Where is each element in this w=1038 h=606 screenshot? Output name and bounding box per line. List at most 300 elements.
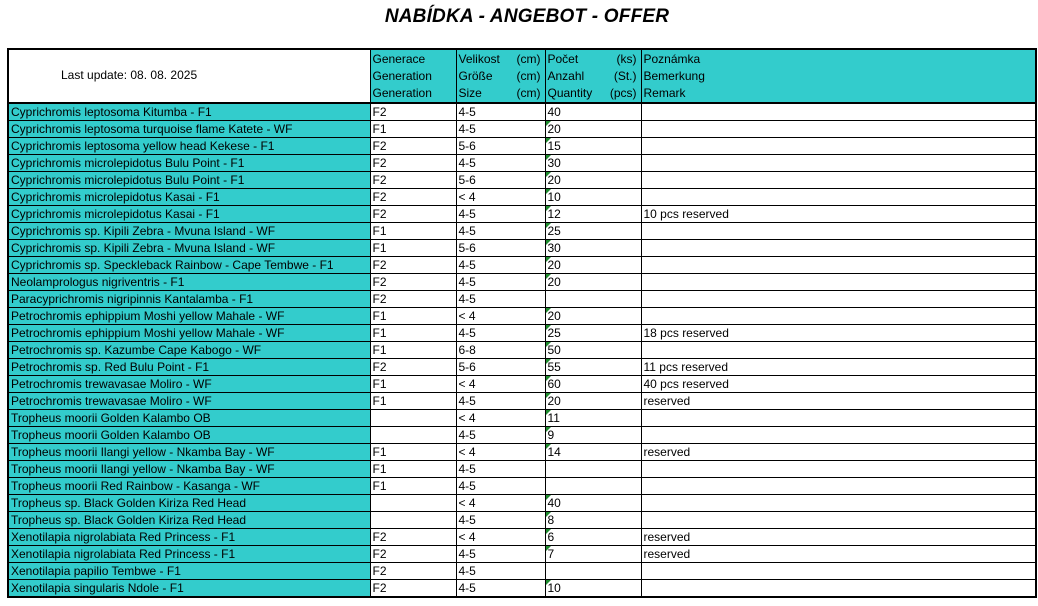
quantity-cell [545,512,641,529]
size-cell-text: 4-5 [458,393,476,408]
comment-flag-icon [546,546,551,551]
size-cell [456,512,545,529]
size-cell [456,495,545,512]
quantity-cell-text: 7 [547,546,555,561]
comment-flag-icon [546,512,551,517]
quantity-cell [545,478,641,495]
species-cell-text: Tropheus sp. Black Golden Kiriza Red Head [11,495,247,510]
generation-cell-text: F1 [372,223,387,238]
generation-cell-text: F2 [372,206,387,221]
size-cell-text: < 4 [458,444,476,459]
species-cell-text: Petrochromis ephippium Moshi yellow Mahale - WF [11,308,285,323]
size-cell [456,461,545,478]
size-cell-text: 4-5 [458,155,476,170]
quantity-cell-text: 10 [547,580,561,595]
quantity-cell [545,138,641,155]
generation-cell [370,376,456,393]
remark-cell [641,325,1036,342]
size-cell [456,291,545,308]
table-row [8,103,1036,121]
remark-cell-text: reserved [643,444,691,459]
remark-cell [641,376,1036,393]
comment-flag-icon [546,189,551,194]
remark-cell [641,393,1036,410]
table-row [8,563,1036,580]
species-cell-text: Petrochromis trewavasae Moliro - WF [11,376,212,391]
species-cell-text: Tropheus moorii Golden Kalambo OB [11,427,211,442]
generation-cell-text: F1 [372,240,387,255]
species-cell [8,563,370,580]
species-cell-text: Tropheus moorii Ilangi yellow - Nkamba Bay - WF [11,461,275,476]
species-cell-text: Cyprichromis leptosoma turquoise flame Katete - WF [11,121,293,136]
quantity-cell-text: 40 [547,104,561,119]
quantity-cell-text: 10 [547,189,561,204]
generation-cell [370,223,456,240]
generation-cell-text: F2 [372,546,387,561]
size-cell [456,427,545,444]
size-cell-text: 5-6 [458,138,476,153]
remark-cell [641,155,1036,172]
header-quantity-de: Anzahl (St.) [547,69,637,83]
quantity-cell-text: 20 [547,393,561,408]
remark-cell [641,257,1036,274]
species-cell [8,512,370,529]
quantity-cell [545,308,641,325]
header-quantity-cz: Počet (ks) [547,52,637,66]
remark-cell-text: 11 pcs reserved [643,359,728,374]
generation-cell-text: F1 [372,393,387,408]
quantity-cell [545,461,641,478]
generation-cell [370,495,456,512]
species-cell-text: Cyprichromis sp. Kipili Zebra - Mvuna Island - WF [11,223,276,238]
comment-flag-icon [546,121,551,126]
remark-cell [641,121,1036,138]
quantity-cell [545,257,641,274]
size-cell-text: 4-5 [458,223,476,238]
comment-flag-icon [546,342,551,347]
size-cell [456,308,545,325]
species-cell [8,206,370,223]
quantity-cell [545,529,641,546]
table-row [8,410,1036,427]
species-cell-text: Tropheus sp. Black Golden Kiriza Red Head [11,512,247,527]
size-cell-text: 4-5 [458,104,476,119]
species-cell [8,103,370,121]
size-cell-text: < 4 [458,308,476,323]
species-cell [8,427,370,444]
generation-cell-text: F2 [372,291,387,306]
remark-cell [641,206,1036,223]
quantity-cell-text: 8 [547,512,555,527]
generation-cell [370,291,456,308]
generation-cell [370,274,456,291]
generation-cell-text: F2 [372,563,387,578]
header-generation-de: Generation [372,69,432,83]
quantity-cell-text: 11 [547,410,560,425]
species-cell-text: Tropheus moorii Golden Kalambo OB [11,410,211,425]
size-cell [456,155,545,172]
last-update: Last update: 08. 08. 2025 [61,68,198,82]
size-cell-text: < 4 [458,495,476,510]
species-cell [8,580,370,598]
species-cell [8,257,370,274]
header-size-de: Größe (cm) [458,69,541,83]
generation-cell-text: F1 [372,121,387,136]
table-row [8,512,1036,529]
generation-cell-text: F2 [372,104,387,119]
species-cell [8,274,370,291]
quantity-cell [545,121,641,138]
quantity-cell-text: 60 [547,376,561,391]
generation-cell-text: F2 [372,580,387,595]
remark-cell [641,563,1036,580]
quantity-cell [545,342,641,359]
generation-cell [370,546,456,563]
species-cell [8,444,370,461]
comment-flag-icon [546,410,551,415]
generation-cell-text: F2 [372,359,387,374]
species-cell [8,308,370,325]
comment-flag-icon [546,495,551,500]
last-update-cell [8,49,370,103]
species-cell [8,189,370,206]
generation-cell [370,189,456,206]
remark-cell [641,240,1036,257]
size-cell-text: 4-5 [458,461,476,476]
remark-cell-text: reserved [643,529,691,544]
quantity-cell-text: 20 [547,257,561,272]
size-cell-text: 4-5 [458,563,476,578]
comment-flag-icon [546,206,551,211]
species-cell-text: Cyprichromis leptosoma yellow head Kekese - F1 [11,138,275,153]
species-cell [8,393,370,410]
header-remark-cz: Poznámka [643,52,701,66]
size-cell [456,103,545,121]
size-cell-text: 4-5 [458,325,476,340]
quantity-cell-text: 55 [547,359,561,374]
table-row [8,342,1036,359]
species-cell-text: Paracyprichromis nigripinnis Kantalamba - F1 [11,291,254,306]
generation-cell-text: F1 [372,461,387,476]
quantity-cell-text: 30 [547,155,561,170]
remark-cell-text: reserved [643,546,691,561]
species-cell-text: Xenotilapia singularis Ndole - F1 [11,580,184,595]
size-cell-text: < 4 [458,410,476,425]
size-cell-text: 5-6 [458,359,476,374]
generation-cell [370,359,456,376]
comment-flag-icon [546,444,551,449]
generation-cell [370,257,456,274]
species-cell [8,172,370,189]
species-cell [8,325,370,342]
generation-cell [370,121,456,138]
species-cell [8,342,370,359]
species-cell-text: Cyprichromis leptosoma Kitumba - F1 [11,104,212,119]
species-cell [8,461,370,478]
species-cell-text: Cyprichromis microlepidotus Kasai - F1 [11,189,220,204]
generation-cell [370,512,456,529]
comment-flag-icon [546,155,551,160]
generation-cell-text: F2 [372,257,387,272]
remark-cell [641,189,1036,206]
table-row [8,223,1036,240]
quantity-cell [545,410,641,427]
table-row [8,257,1036,274]
remark-cell [641,291,1036,308]
size-cell-text: 4-5 [458,291,476,306]
size-cell [456,206,545,223]
size-cell [456,325,545,342]
quantity-cell [545,240,641,257]
quantity-cell [545,376,641,393]
size-cell-text: 4-5 [458,121,476,136]
remark-cell [641,223,1036,240]
comment-flag-icon [546,240,551,245]
table-row [8,121,1036,138]
quantity-cell [545,172,641,189]
size-cell [456,580,545,598]
table-row [8,546,1036,563]
comment-flag-icon [546,257,551,262]
quantity-cell [545,325,641,342]
header-size-cz: Velikost (cm) [458,52,541,66]
size-cell [456,189,545,206]
species-cell-text: Cyprichromis sp. Speckleback Rainbow - Cape Tembwe - F1 [11,257,334,272]
size-cell [456,257,545,274]
size-cell [456,342,545,359]
generation-cell-text: F2 [372,529,387,544]
size-cell-text: 4-5 [458,478,476,493]
generation-cell-text: F1 [372,376,387,391]
size-cell-text: 5-6 [458,172,476,187]
remark-cell [641,461,1036,478]
generation-cell [370,138,456,155]
table-row [8,291,1036,308]
size-cell [456,359,545,376]
size-cell-text: 4-5 [458,512,476,527]
species-cell-text: Xenotilapia nigrolabiata Red Princess - F1 [11,529,236,544]
table-row [8,325,1036,342]
generation-cell [370,155,456,172]
table-row [8,206,1036,223]
species-cell-text: Cyprichromis microlepidotus Kasai - F1 [11,206,220,221]
species-cell [8,376,370,393]
comment-flag-icon [546,376,551,381]
generation-cell [370,410,456,427]
species-cell-text: Petrochromis ephippium Moshi yellow Mahale - WF [11,325,285,340]
size-cell [456,121,545,138]
remark-cell [641,103,1036,121]
size-cell [456,223,545,240]
size-cell [456,410,545,427]
quantity-cell [545,563,641,580]
size-cell-text: 4-5 [458,206,476,221]
table-row [8,240,1036,257]
table-row [8,308,1036,325]
remark-cell [641,342,1036,359]
generation-cell [370,427,456,444]
species-cell-text: Petrochromis trewavasae Moliro - WF [11,393,212,408]
header-size [456,49,545,103]
quantity-cell-text: 40 [547,495,561,510]
header-remark-de: Bemerkung [643,69,705,83]
species-cell-text: Cyprichromis sp. Kipili Zebra - Mvuna Island - WF [11,240,276,255]
remark-cell-text: 40 pcs reserved [643,376,729,391]
remark-cell [641,546,1036,563]
generation-cell [370,103,456,121]
quantity-cell [545,223,641,240]
header-remark-en: Remark [643,86,686,100]
size-cell-text: 4-5 [458,427,476,442]
remark-cell [641,427,1036,444]
table-row [8,138,1036,155]
size-cell-text: 4-5 [458,580,476,595]
header-size-en: Size (cm) [458,86,541,100]
table-row [8,444,1036,461]
header-row [8,49,1036,103]
table-row [8,155,1036,172]
comment-flag-icon [546,274,551,279]
generation-cell [370,580,456,598]
generation-cell [370,478,456,495]
quantity-cell-text: 20 [547,274,561,289]
table-row [8,376,1036,393]
quantity-cell [545,291,641,308]
generation-cell-text: F2 [372,172,387,187]
remark-cell [641,274,1036,291]
size-cell-text: 4-5 [458,546,476,561]
quantity-cell-text: 20 [547,121,561,136]
generation-cell-text: F2 [372,138,387,153]
comment-flag-icon [546,325,551,330]
species-cell [8,359,370,376]
generation-cell [370,206,456,223]
species-cell [8,546,370,563]
comment-flag-icon [546,172,551,177]
species-cell-text: Tropheus moorii Ilangi yellow - Nkamba Bay - WF [11,444,275,459]
generation-cell-text: F2 [372,274,387,289]
quantity-cell [545,495,641,512]
table-row [8,495,1036,512]
comment-flag-icon [546,580,551,585]
generation-cell [370,342,456,359]
remark-cell [641,359,1036,376]
species-cell [8,121,370,138]
header-remark [641,49,1036,103]
quantity-cell-text: 20 [547,172,561,187]
quantity-cell-text: 9 [547,427,555,442]
species-cell [8,495,370,512]
size-cell-text: 4-5 [458,274,476,289]
size-cell [456,478,545,495]
size-cell-text: 6-8 [458,342,476,357]
table-row [8,580,1036,598]
quantity-cell [545,155,641,172]
generation-cell-text: F1 [372,444,387,459]
generation-cell [370,393,456,410]
species-cell [8,478,370,495]
species-cell-text: Petrochromis sp. Red Bulu Point - F1 [11,359,210,374]
size-cell-text: 5-6 [458,240,476,255]
quantity-cell [545,359,641,376]
generation-cell-text: F1 [372,325,387,340]
remark-cell [641,410,1036,427]
size-cell-text: < 4 [458,189,476,204]
size-cell [456,444,545,461]
size-cell [456,529,545,546]
table-row [8,478,1036,495]
size-cell [456,393,545,410]
species-cell-text: Tropheus moorii Red Rainbow - Kasanga - WF [11,478,260,493]
species-cell-text: Cyprichromis microlepidotus Bulu Point - F1 [11,155,245,170]
generation-cell-text: F2 [372,189,387,204]
species-cell [8,155,370,172]
species-cell [8,138,370,155]
header-generation-cz: Generace [372,52,426,66]
generation-cell [370,461,456,478]
generation-cell [370,529,456,546]
comment-flag-icon [546,359,551,364]
quantity-cell-text: 50 [547,342,561,357]
remark-cell [641,495,1036,512]
size-cell [456,563,545,580]
generation-cell [370,325,456,342]
species-cell-text: Xenotilapia nigrolabiata Red Princess - F1 [11,546,236,561]
header-quantity [545,49,641,103]
quantity-cell [545,580,641,598]
species-cell-text: Cyprichromis microlepidotus Bulu Point - F1 [11,172,245,187]
generation-cell [370,444,456,461]
table-row [8,529,1036,546]
generation-cell-text: F2 [372,155,387,170]
quantity-cell-text: 15 [547,138,561,153]
quantity-cell-text: 14 [547,444,561,459]
size-cell-text: 4-5 [458,257,476,272]
remark-cell-text: 10 pcs reserved [643,206,729,221]
generation-cell [370,240,456,257]
remark-cell [641,529,1036,546]
quantity-cell-text: 20 [547,308,561,323]
comment-flag-icon [546,308,551,313]
quantity-cell [545,393,641,410]
comment-flag-icon [546,223,551,228]
quantity-cell-text: 25 [547,223,561,238]
quantity-cell-text: 30 [547,240,561,255]
quantity-cell [545,427,641,444]
quantity-cell [545,189,641,206]
comment-flag-icon [546,529,551,534]
generation-cell-text: F1 [372,478,387,493]
table-row [8,274,1036,291]
remark-cell [641,138,1036,155]
table-row [8,427,1036,444]
remark-cell [641,172,1036,189]
page-title: NABÍDKA - ANGEBOT - OFFER [384,6,670,27]
quantity-cell [545,103,641,121]
size-cell [456,172,545,189]
table-row [8,359,1036,376]
comment-flag-icon [546,138,551,143]
generation-cell [370,172,456,189]
quantity-cell-text: 25 [547,325,561,340]
remark-cell [641,512,1036,529]
comment-flag-icon [546,393,551,398]
quantity-cell [545,546,641,563]
generation-cell-text: F1 [372,342,387,357]
generation-cell [370,308,456,325]
offer-table [7,48,1037,598]
generation-cell-text: F1 [372,308,387,323]
